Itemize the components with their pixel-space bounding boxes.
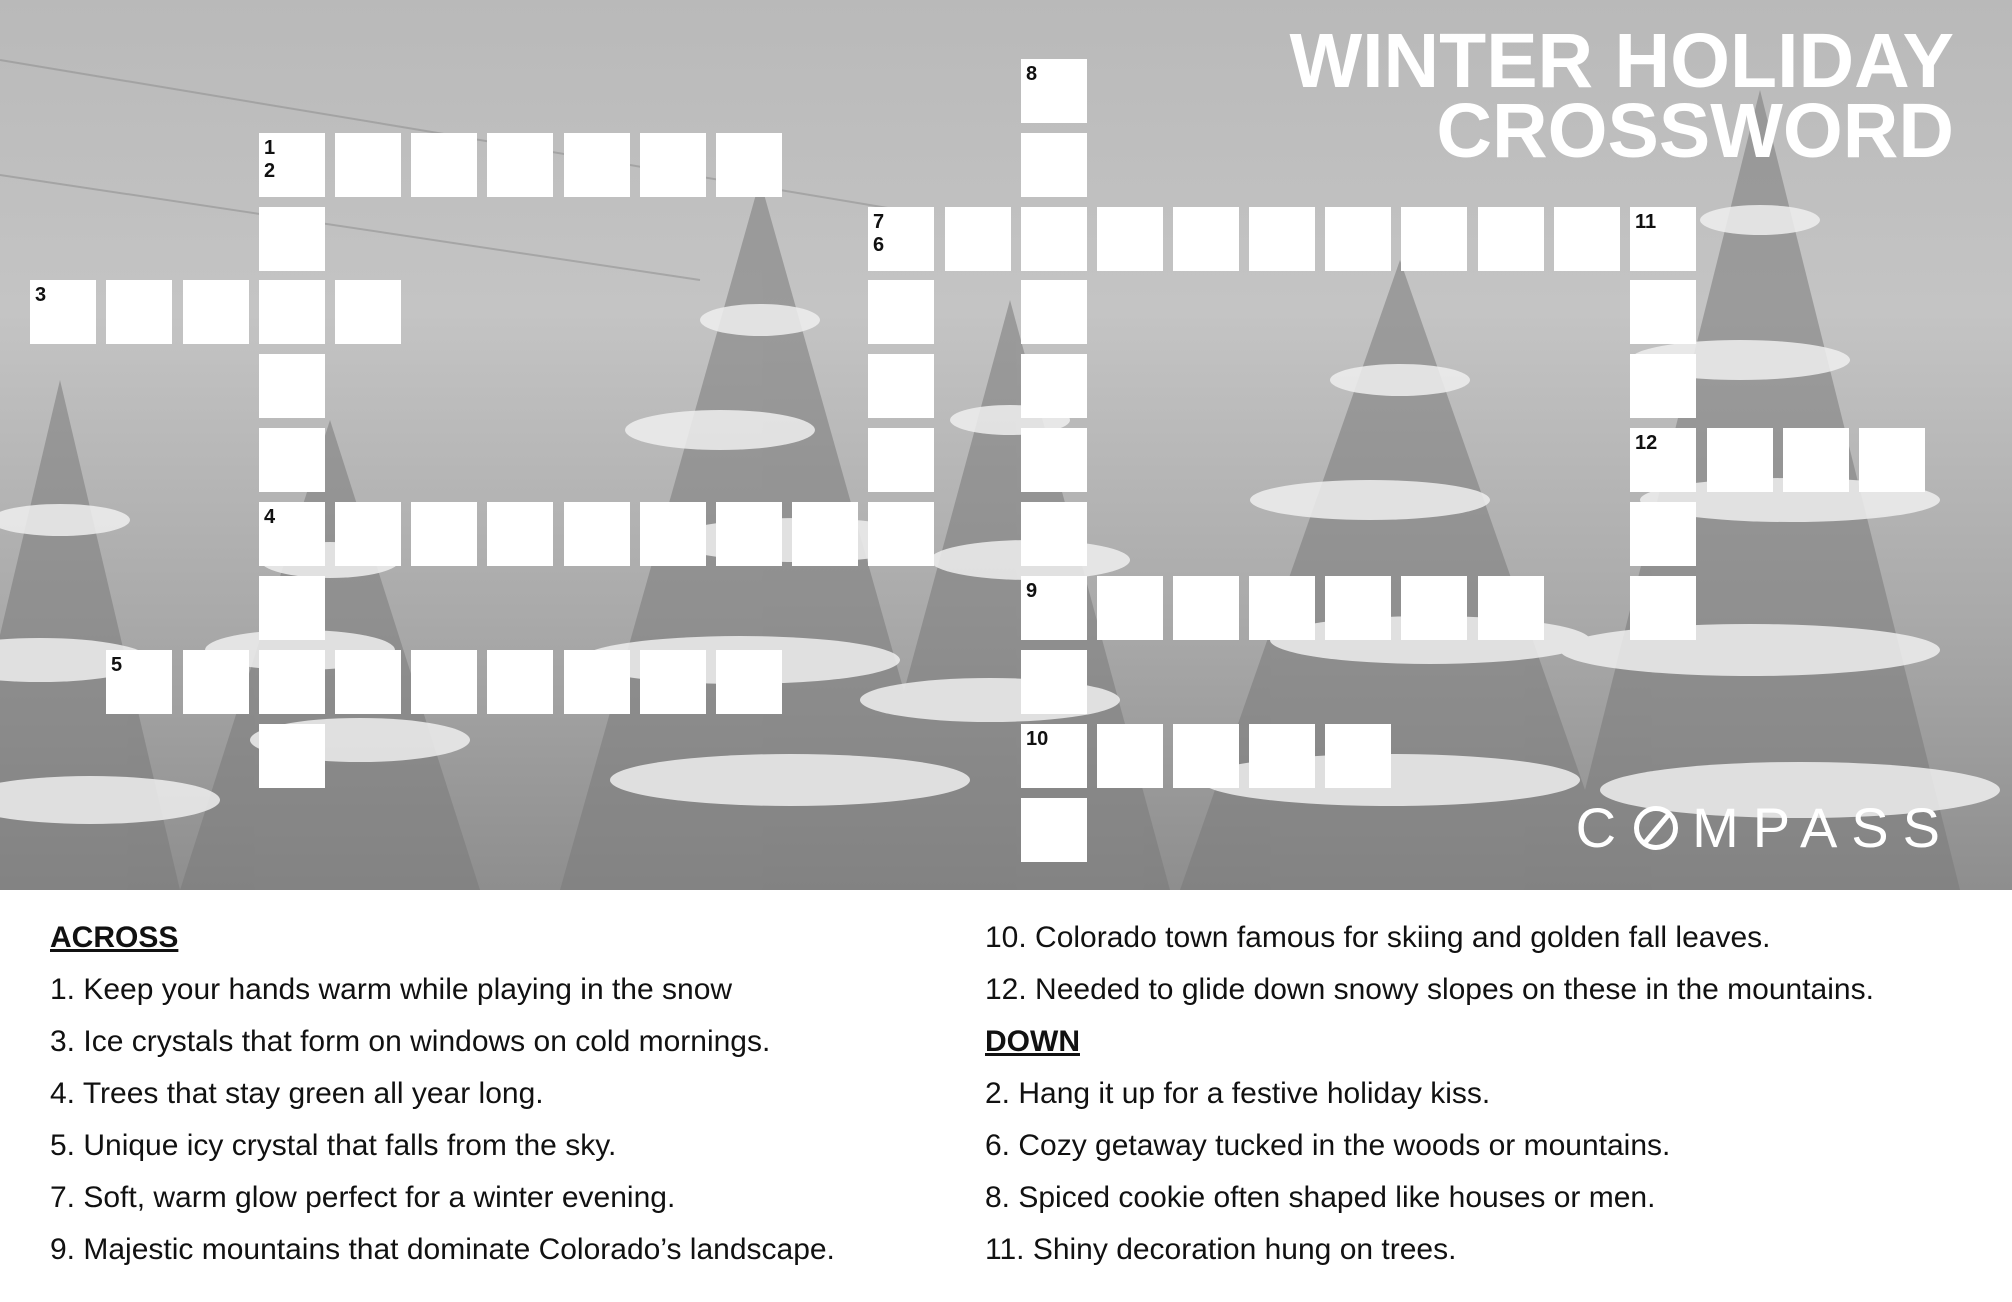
grid-cell[interactable] [640,650,706,714]
grid-cell[interactable] [259,280,325,344]
grid-cell[interactable] [30,280,96,344]
grid-cell[interactable] [487,133,553,197]
grid-cell[interactable] [640,502,706,566]
clues-right-column [985,912,1874,1276]
grid-cell[interactable] [487,502,553,566]
clues-left-column [50,912,835,1276]
down-heading: DOWN [985,1025,1080,1058]
clue-number: 4 [264,506,276,528]
grid-cell[interactable] [1021,207,1087,271]
grid-cell[interactable] [259,576,325,640]
grid-cell[interactable] [487,650,553,714]
grid-cell[interactable] [106,280,172,344]
clue-across-7: 7. Soft, warm glow perfect for a winter evening. [50,1181,676,1214]
grid-cell[interactable] [1859,428,1925,492]
grid-cell[interactable] [1249,207,1315,271]
grid-cell[interactable] [183,650,249,714]
grid-cell[interactable] [106,650,172,714]
grid-cell[interactable] [259,502,325,566]
grid-cell[interactable] [1630,207,1696,271]
grid-cell[interactable] [1707,428,1773,492]
grid-cell[interactable] [259,207,325,271]
grid-cell[interactable] [1630,502,1696,566]
grid-cell[interactable] [1249,724,1315,788]
grid-cell[interactable] [411,502,477,566]
grid-cell[interactable] [868,428,934,492]
grid-cell[interactable] [1630,428,1696,492]
clue-number: 12 [1635,432,1658,454]
clue-down-6: 6. Cozy getaway tucked in the woods or mountains. [985,1129,1671,1162]
grid-cell[interactable] [1554,207,1620,271]
grid-cell[interactable] [1021,280,1087,344]
grid-cell[interactable] [1021,502,1087,566]
grid-cell[interactable] [1021,724,1087,788]
grid-cell[interactable] [259,650,325,714]
grid-cell[interactable] [259,133,325,197]
grid-cell[interactable] [1021,650,1087,714]
grid-cell[interactable] [1630,280,1696,344]
clue-across-10: 10. Colorado town famous for skiing and golden fall leaves. [985,921,1771,954]
grid-cell[interactable] [335,133,401,197]
grid-cell[interactable] [335,650,401,714]
grid-cell[interactable] [335,280,401,344]
clue-number: 11 [1635,211,1657,233]
logo-text-end: MPASS [1692,796,1954,859]
grid-cell[interactable] [259,428,325,492]
grid-cell[interactable] [1021,133,1087,197]
logo-text-start: C [1575,796,1631,859]
grid-cell[interactable] [868,502,934,566]
clue-across-1: 1. Keep your hands warm while playing in the snow [50,973,733,1006]
grid-cell[interactable] [411,133,477,197]
clue-number: 5 [111,654,123,676]
grid-cell[interactable] [1401,576,1467,640]
grid-cell[interactable] [716,133,782,197]
grid-cell[interactable] [1630,576,1696,640]
grid-cell[interactable] [1097,576,1163,640]
clue-down-8: 8. Spiced cookie often shaped like houses or men. [985,1181,1656,1214]
grid-cell[interactable] [1478,576,1544,640]
grid-cell[interactable] [868,354,934,418]
grid-cell[interactable] [259,724,325,788]
grid-cell[interactable] [1630,354,1696,418]
grid-cell[interactable] [411,650,477,714]
grid-cell[interactable] [792,502,858,566]
grid-cell[interactable] [1478,207,1544,271]
grid-cell[interactable] [564,502,630,566]
grid-cell[interactable] [868,280,934,344]
grid-cell[interactable] [1325,207,1391,271]
title-line-1: WINTER HOLIDAY [1289,18,1954,104]
clue-number: 3 [35,284,47,306]
grid-cell[interactable] [1325,724,1391,788]
grid-cell[interactable] [716,502,782,566]
clue-across-3: 3. Ice crystals that form on windows on cold mornings. [50,1025,771,1058]
grid-cell[interactable] [1021,576,1087,640]
grid-cell[interactable] [640,133,706,197]
grid-cell[interactable] [945,207,1011,271]
clue-number: 1 2 [264,137,276,182]
grid-cell[interactable] [1021,428,1087,492]
clue-number: 10 [1026,728,1049,750]
across-heading: ACROSS [50,921,179,954]
grid-cell[interactable] [335,502,401,566]
grid-cell[interactable] [1173,207,1239,271]
page-title [1289,18,1954,174]
grid-cell[interactable] [183,280,249,344]
compass-o-icon [1634,806,1678,850]
grid-cell[interactable] [1021,354,1087,418]
grid-cell[interactable] [1021,59,1087,123]
grid-cell[interactable] [259,354,325,418]
grid-cell[interactable] [1097,207,1163,271]
grid-cell[interactable] [564,133,630,197]
clue-number: 9 [1026,580,1038,602]
grid-cell[interactable] [1783,428,1849,492]
clue-across-9: 9. Majestic mountains that dominate Colorado’s landscape. [50,1233,835,1266]
clue-across-5: 5. Unique icy crystal that falls from the sky. [50,1129,617,1162]
title-line-2: CROSSWORD [1436,88,1954,174]
clue-down-2: 2. Hang it up for a festive holiday kiss. [985,1077,1491,1110]
clue-number: 8 [1026,63,1038,85]
clue-down-11: 11. Shiny decoration hung on trees. [985,1233,1457,1266]
clue-across-12: 12. Needed to glide down snowy slopes on these in the mountains. [985,973,1874,1006]
grid-cell[interactable] [1173,724,1239,788]
grid-cell[interactable] [716,650,782,714]
clue-across-4: 4. Trees that stay green all year long. [50,1077,544,1110]
grid-cell[interactable] [1021,798,1087,862]
grid-cell[interactable] [1097,724,1163,788]
grid-cell[interactable] [1173,576,1239,640]
grid-cell[interactable] [1249,576,1315,640]
clue-number: 7 6 [873,211,885,256]
compass-logo [1576,798,1954,858]
grid-cell[interactable] [1325,576,1391,640]
grid-cell[interactable] [1401,207,1467,271]
grid-cell[interactable] [868,207,934,271]
grid-cell[interactable] [564,650,630,714]
